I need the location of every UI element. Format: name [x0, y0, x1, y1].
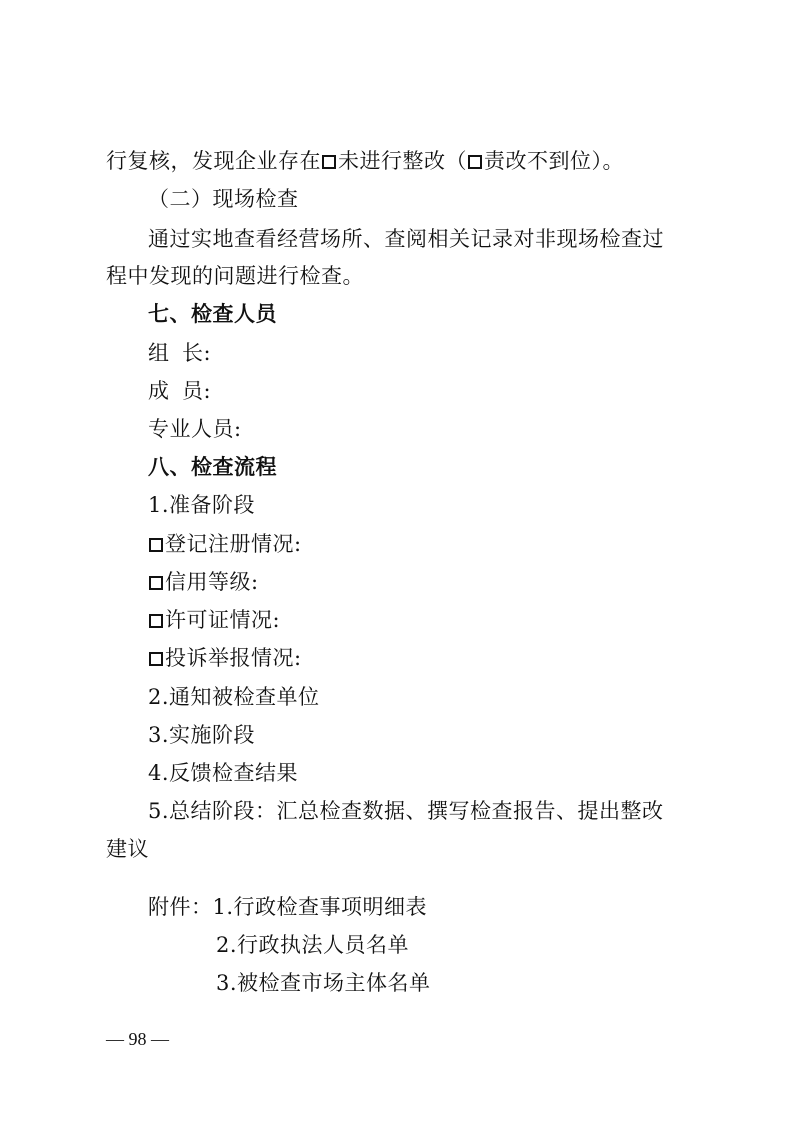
checklist-item-registration: [148, 530, 302, 558]
checklist-label: 信用等级:: [165, 570, 259, 594]
process-step: 1.准备阶段: [148, 493, 256, 517]
attachments-label: 附件：: [148, 895, 213, 919]
process-step: 3.实施阶段: [148, 723, 256, 747]
text-fragment: 未进行整改（: [338, 149, 467, 173]
label-part: 组: [148, 341, 170, 365]
section-title-process: 八、检查流程: [148, 455, 277, 479]
sub-heading: （二）现场检查: [148, 187, 299, 211]
text-fragment: 责改不到位）。: [484, 149, 624, 173]
paragraph-line: 程中发现的问题进行检查。: [106, 264, 364, 288]
process-step: 2.通知被检查单位: [148, 685, 320, 709]
attachment-row: [148, 893, 427, 921]
label-part: 长:: [182, 341, 212, 365]
checkbox-license[interactable]: [149, 614, 163, 628]
team-member-row: [148, 377, 211, 405]
team-leader-row: [148, 339, 211, 367]
checkbox-rectification-incomplete[interactable]: [468, 155, 482, 169]
text-line-recheck: [106, 147, 624, 175]
process-step: 4.反馈检查结果: [148, 761, 299, 785]
label-part: 员:: [182, 379, 212, 403]
checklist-label: 许可证情况:: [165, 608, 281, 632]
specialist-row: 专业人员:: [148, 417, 242, 441]
checkbox-credit[interactable]: [149, 576, 163, 590]
checkbox-complaint[interactable]: [149, 652, 163, 666]
text-fragment: 行复核，发现企业存在: [106, 149, 321, 173]
section-title-inspectors: 七、检查人员: [148, 302, 277, 326]
paragraph-line: 通过实地查看经营场所、查阅相关记录对非现场检查过: [148, 227, 664, 251]
checklist-item-credit: [148, 568, 259, 596]
attachment-item: 2.行政执法人员名单: [216, 933, 410, 957]
process-step-continuation: 建议: [106, 837, 149, 861]
label-part: 成: [148, 379, 170, 403]
checkbox-not-rectified[interactable]: [322, 155, 336, 169]
checklist-label: 投诉举报情况:: [165, 646, 302, 670]
checklist-item-complaint: [148, 644, 302, 672]
process-step: 5.总结阶段：汇总检查数据、撰写检查报告、提出整改: [148, 799, 664, 823]
checklist-label: 登记注册情况:: [165, 532, 302, 556]
checklist-item-license: [148, 606, 280, 634]
page-number: — 98 —: [106, 1029, 169, 1049]
attachment-item: 3.被检查市场主体名单: [216, 971, 431, 995]
attachment-item: 1.行政检查事项明细表: [212, 895, 428, 919]
checkbox-registration[interactable]: [149, 538, 163, 552]
